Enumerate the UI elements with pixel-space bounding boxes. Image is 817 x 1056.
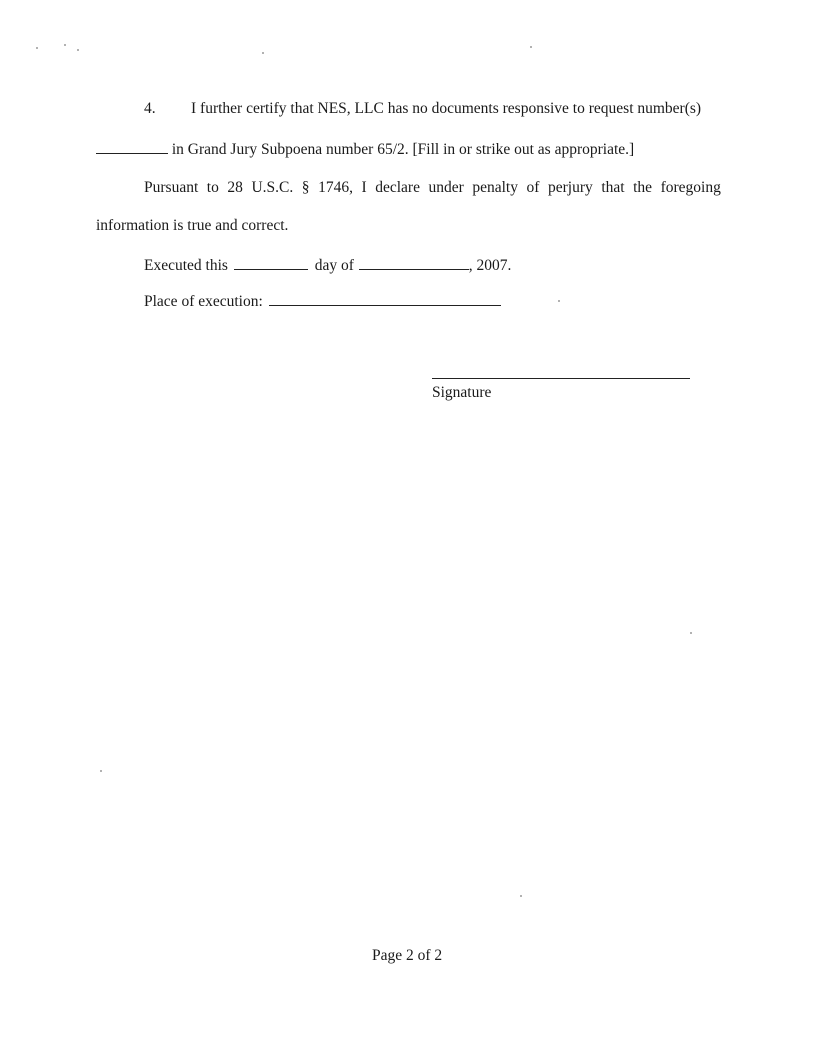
declaration-word: U.S.C.	[251, 179, 294, 196]
paragraph-4-line-1	[144, 100, 156, 118]
executed-line	[144, 255, 511, 275]
declaration-word: perjury	[548, 179, 593, 196]
paragraph-4-text-continued: in Grand Jury Subpoena number 65/2. [Fill in or strike out as appropriate.]	[171, 141, 635, 158]
year-label: , 2007.	[468, 257, 512, 274]
declaration-word: of	[526, 179, 540, 196]
day-of-label: day of	[314, 257, 354, 274]
day-blank[interactable]	[234, 255, 308, 270]
declaration-word: penalty	[472, 179, 518, 196]
page-footer	[372, 947, 442, 965]
declaration-word: the	[633, 179, 653, 196]
declaration-text-continued: information is true and correct.	[96, 217, 289, 234]
signature-label-line	[432, 384, 491, 402]
declaration-word: that	[601, 179, 625, 196]
scan-speck	[64, 44, 66, 46]
paragraph-number: 4.	[144, 100, 156, 117]
executed-this-label: Executed this	[144, 257, 228, 274]
declaration-line-2	[96, 217, 288, 235]
scan-speck	[558, 300, 560, 302]
declaration-word: I	[361, 179, 367, 196]
request-number-blank[interactable]	[96, 139, 168, 154]
scan-speck	[690, 632, 692, 634]
declaration-line-1	[144, 179, 721, 197]
declaration-word: 1746,	[318, 179, 353, 196]
declaration-word: §	[301, 179, 310, 196]
scan-speck	[530, 46, 532, 48]
declaration-word: to	[206, 179, 219, 196]
declaration-word: foregoing	[660, 179, 721, 196]
paragraph-4-text-line-1	[191, 100, 721, 118]
place-of-execution-blank[interactable]	[269, 291, 501, 306]
declaration-word: Pursuant	[144, 179, 199, 196]
declaration-justified-text	[144, 179, 721, 197]
scan-speck	[262, 52, 264, 54]
declaration-word: declare	[375, 179, 420, 196]
scan-speck	[100, 770, 102, 772]
place-of-execution-line	[144, 291, 501, 311]
place-of-execution-label: Place of execution:	[144, 293, 263, 310]
page-number: Page 2 of 2	[372, 947, 443, 964]
paragraph-4-text: I further certify that NES, LLC has no documents responsive to request number(s)	[191, 100, 702, 117]
declaration-word: under	[428, 179, 464, 196]
signature-line[interactable]	[432, 378, 690, 379]
month-blank[interactable]	[359, 255, 469, 270]
scan-speck	[77, 49, 79, 51]
paragraph-4-line-2	[96, 139, 634, 159]
scan-speck	[36, 47, 38, 49]
declaration-word: 28	[227, 179, 243, 196]
signature-label: Signature	[432, 384, 492, 401]
scan-speck	[520, 895, 522, 897]
